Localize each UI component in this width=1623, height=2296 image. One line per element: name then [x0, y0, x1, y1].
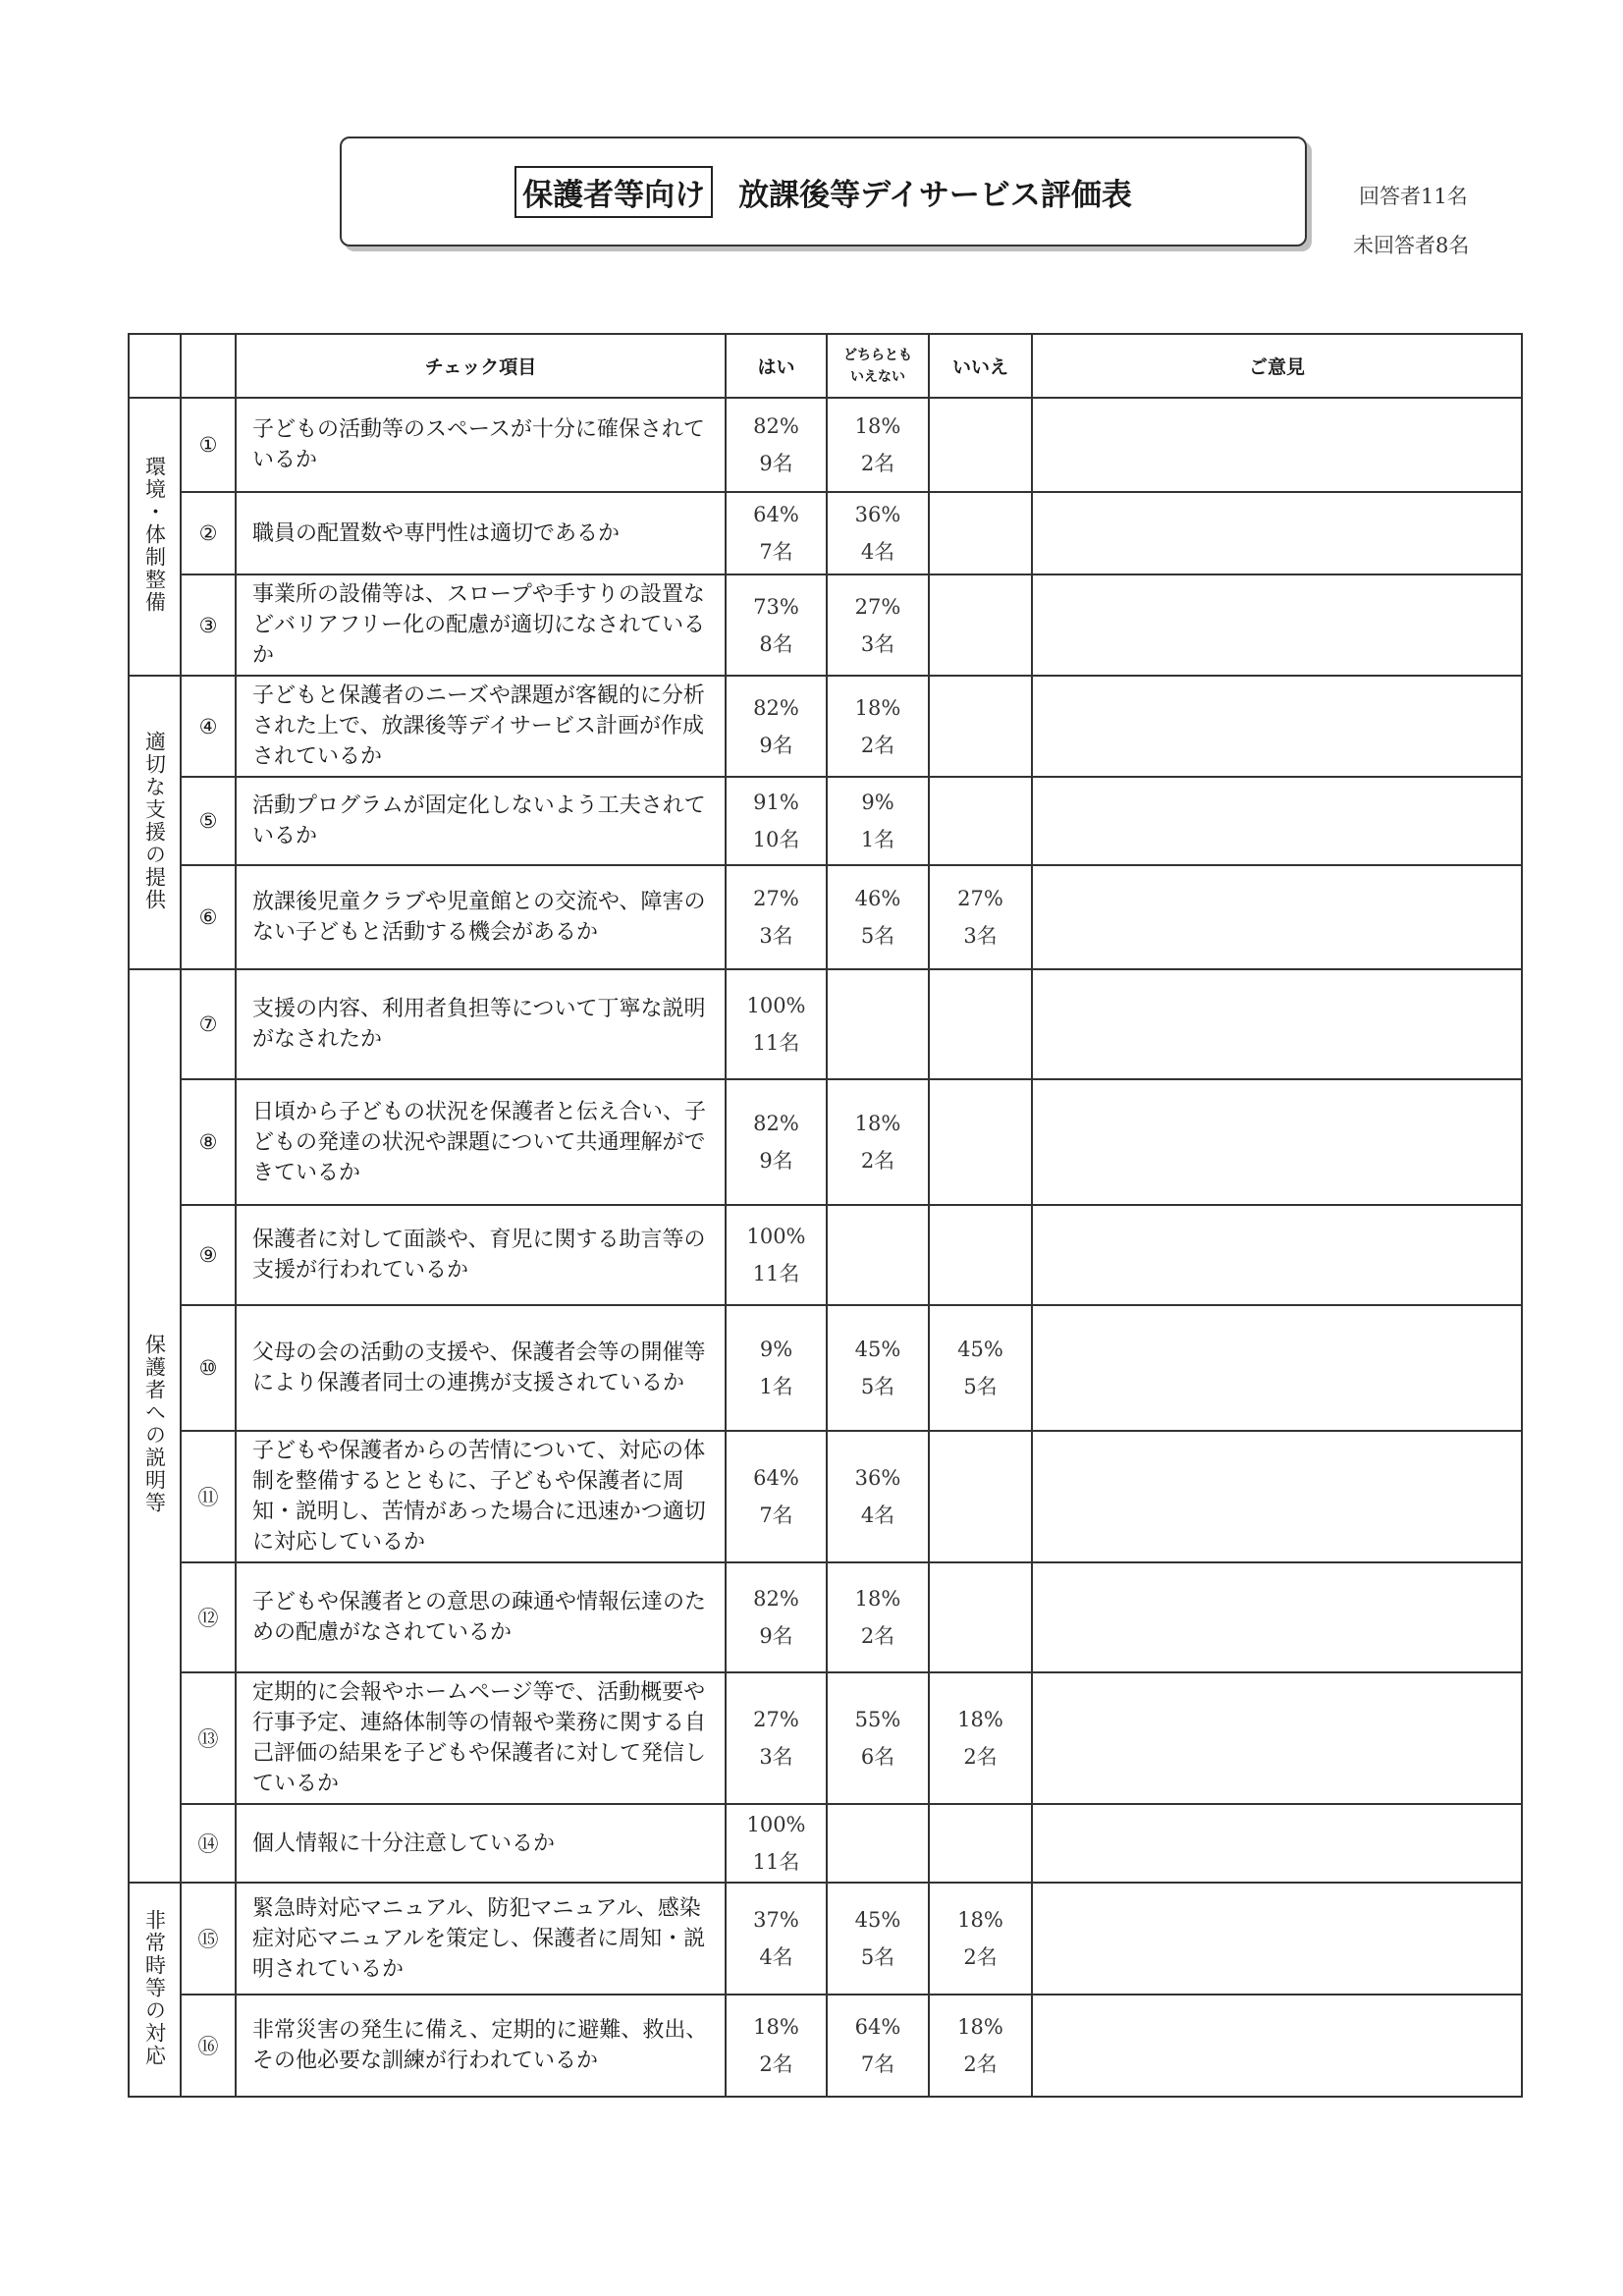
yes-result-cell [726, 1995, 827, 2097]
category-cell [129, 1883, 181, 2097]
table-body [129, 398, 1522, 2097]
yes-percent: 82% [753, 1587, 799, 1611]
neither-result-cell [827, 969, 929, 1079]
yes-count: 11名 [752, 1262, 800, 1285]
yes-result-cell [726, 1804, 827, 1883]
header-yes: はい [726, 334, 827, 398]
yes-percent: 82% [753, 695, 799, 720]
yes-result-cell [726, 1305, 827, 1431]
item-number: ⑦ [181, 969, 236, 1079]
no-count: 5名 [963, 1375, 998, 1398]
opinion-cell [1032, 1672, 1522, 1804]
yes-percent: 37% [753, 1908, 799, 1932]
yes-count: 7名 [759, 1503, 793, 1527]
respondent-count: 回答者11名 [1359, 185, 1468, 208]
non-respondent-count: 未回答者8名 [1353, 234, 1470, 257]
item-number: ⑤ [181, 777, 236, 865]
check-item-text: 子どもや保護者からの苦情について、対応の体制を整備するとともに、子どもや保護者に周知・説明し、苦情があった場合に迅速かつ適切に対応しているか [236, 1431, 726, 1562]
yes-percent: 100% [746, 1813, 806, 1836]
yes-result-cell [726, 492, 827, 574]
neither-result-cell [827, 492, 929, 574]
neither-count: 2名 [860, 1624, 895, 1648]
neither-count: 4名 [860, 1503, 895, 1527]
opinion-cell [1032, 1995, 1522, 2097]
yes-count: 8名 [759, 631, 793, 656]
yes-percent: 27% [753, 887, 799, 910]
opinion-cell [1032, 1205, 1522, 1305]
check-item-text: 支援の内容、利用者負担等について丁寧な説明がなされたか [236, 969, 726, 1079]
table-row [129, 1995, 1522, 2097]
table-row [129, 574, 1522, 676]
yes-result-cell [726, 574, 827, 676]
check-item-text: 父母の会の活動の支援や、保護者会等の開催等により保護者同士の連携が支援されているか [236, 1305, 726, 1431]
neither-count: 5名 [860, 1945, 895, 1969]
check-item-text: 非常災害の発生に備え、定期的に避難、救出、その他必要な訓練が行われているか [236, 1995, 726, 2097]
check-item-text: 緊急時対応マニュアル、防犯マニュアル、感染症対応マニュアルを策定し、保護者に周知・説明されているか [236, 1883, 726, 1995]
neither-result-cell [827, 1672, 929, 1804]
yes-result-cell [726, 1431, 827, 1562]
neither-result-cell [827, 1995, 929, 2097]
yes-percent: 82% [753, 1112, 799, 1135]
yes-count: 9名 [759, 1149, 793, 1173]
table-row [129, 969, 1522, 1079]
yes-result-cell [726, 676, 827, 777]
yes-count: 9名 [759, 1624, 793, 1648]
no-result-cell [929, 1562, 1032, 1672]
yes-result-cell [726, 398, 827, 492]
item-number: ⑧ [181, 1079, 236, 1205]
no-result-cell [929, 398, 1032, 492]
no-result-cell [929, 1804, 1032, 1883]
check-item-text: 子どもの活動等のスペースが十分に確保されているか [236, 398, 726, 492]
neither-count: 3名 [860, 631, 895, 656]
neither-percent: 18% [854, 1112, 901, 1135]
no-result-cell [929, 865, 1032, 969]
table-row [129, 1079, 1522, 1205]
table-header-row [129, 334, 1522, 398]
no-count: 2名 [963, 1745, 998, 1769]
neither-percent: 9% [861, 791, 894, 814]
yes-percent: 27% [753, 1708, 799, 1731]
title-box [340, 137, 1307, 246]
neither-percent: 46% [854, 887, 901, 910]
yes-percent: 18% [753, 2015, 799, 2039]
neither-count: 4名 [860, 540, 895, 564]
neither-percent: 36% [854, 503, 901, 526]
neither-result-cell [827, 777, 929, 865]
table-row [129, 492, 1522, 574]
opinion-cell [1032, 1079, 1522, 1205]
table-row [129, 1804, 1522, 1883]
yes-percent: 64% [753, 503, 799, 526]
category-cell [129, 398, 181, 676]
item-number: ⑯ [181, 1995, 236, 2097]
item-number: ⑮ [181, 1883, 236, 1995]
no-result-cell [929, 1079, 1032, 1205]
category-label: 非常時等の対応 [142, 1908, 167, 2067]
neither-percent: 64% [854, 2015, 901, 2039]
header-blank-number [181, 334, 236, 398]
no-count: 3名 [963, 924, 998, 948]
table-row [129, 1883, 1522, 1995]
yes-count: 2名 [759, 2052, 793, 2076]
table-row [129, 777, 1522, 865]
opinion-cell [1032, 1883, 1522, 1995]
yes-count: 11名 [752, 1850, 800, 1874]
opinion-cell [1032, 398, 1522, 492]
category-cell [129, 969, 181, 1883]
header-no: いいえ [929, 334, 1032, 398]
check-item-text: 個人情報に十分注意しているか [236, 1804, 726, 1883]
neither-count: 5名 [860, 924, 895, 948]
yes-count: 4名 [759, 1945, 793, 1969]
evaluation-table [128, 333, 1523, 2098]
opinion-cell [1032, 1562, 1522, 1672]
yes-result-cell [726, 969, 827, 1079]
yes-result-cell [726, 1079, 827, 1205]
yes-count: 10名 [752, 828, 800, 851]
neither-count: 2名 [860, 733, 895, 757]
neither-percent: 55% [854, 1708, 901, 1731]
neither-count: 6名 [860, 1745, 895, 1769]
neither-result-cell [827, 574, 929, 676]
yes-result-cell [726, 1883, 827, 1995]
table-row [129, 1672, 1522, 1804]
opinion-cell [1032, 676, 1522, 777]
neither-result-cell [827, 1883, 929, 1995]
neither-count: 5名 [860, 1375, 895, 1398]
neither-result-cell [827, 865, 929, 969]
neither-count: 2名 [860, 1149, 895, 1173]
no-percent: 18% [957, 1708, 1003, 1731]
table-row [129, 1205, 1522, 1305]
no-percent: 18% [957, 1908, 1003, 1932]
category-label: 環境・体制整備 [142, 456, 167, 614]
category-cell [129, 676, 181, 969]
yes-count: 1名 [759, 1375, 793, 1398]
neither-result-cell [827, 1205, 929, 1305]
table-row [129, 1562, 1522, 1672]
item-number: ⑩ [181, 1305, 236, 1431]
yes-percent: 9% [759, 1338, 793, 1361]
title-prefix: 保護者等向け [514, 166, 713, 218]
opinion-cell [1032, 1431, 1522, 1562]
yes-count: 11名 [752, 1031, 800, 1055]
yes-percent: 91% [753, 791, 799, 814]
header-neither-line2: いえない [850, 368, 905, 385]
opinion-cell [1032, 969, 1522, 1079]
item-number: ① [181, 398, 236, 492]
no-result-cell [929, 676, 1032, 777]
yes-percent: 100% [746, 994, 806, 1017]
no-percent: 18% [957, 2015, 1003, 2039]
item-number: ② [181, 492, 236, 574]
neither-count: 7名 [860, 2052, 895, 2076]
yes-result-cell [726, 1562, 827, 1672]
opinion-cell [1032, 777, 1522, 865]
table-row [129, 398, 1522, 492]
yes-percent: 100% [746, 1225, 806, 1248]
check-item-text: 定期的に会報やホームページ等で、活動概要や行事予定、連絡体制等の情報や業務に関する自己評価の結果を子どもや保護者に対して発信しているか [236, 1672, 726, 1804]
no-result-cell [929, 969, 1032, 1079]
neither-result-cell [827, 1079, 929, 1205]
check-item-text: 職員の配置数や専門性は適切であるか [236, 492, 726, 574]
yes-result-cell [726, 1205, 827, 1305]
neither-percent: 18% [854, 414, 901, 438]
item-number: ⑭ [181, 1804, 236, 1883]
neither-result-cell [827, 398, 929, 492]
neither-percent: 36% [854, 1466, 901, 1490]
no-percent: 45% [957, 1338, 1003, 1361]
yes-percent: 64% [753, 1466, 799, 1490]
item-number: ⑬ [181, 1672, 236, 1804]
item-number: ⑨ [181, 1205, 236, 1305]
no-percent: 27% [957, 887, 1003, 910]
yes-result-cell [726, 1672, 827, 1804]
no-count: 2名 [963, 2052, 998, 2076]
yes-count: 7名 [759, 540, 793, 564]
check-item-text: 子どもや保護者との意思の疎通や情報伝達のための配慮がなされているか [236, 1562, 726, 1672]
check-item-text: 保護者に対して面談や、育児に関する助言等の支援が行われているか [236, 1205, 726, 1305]
yes-result-cell [726, 865, 827, 969]
neither-percent: 45% [854, 1908, 901, 1932]
neither-result-cell [827, 1305, 929, 1431]
no-result-cell [929, 492, 1032, 574]
header-neither [827, 334, 929, 398]
neither-count: 1名 [860, 828, 895, 851]
neither-result-cell [827, 1804, 929, 1883]
table-row [129, 1431, 1522, 1562]
table-row [129, 865, 1522, 969]
yes-count: 3名 [759, 1745, 793, 1769]
neither-result-cell [827, 1431, 929, 1562]
neither-result-cell [827, 676, 929, 777]
header-blank-category [129, 334, 181, 398]
no-result-cell [929, 1305, 1032, 1431]
yes-count: 9名 [759, 733, 793, 757]
yes-percent: 82% [753, 414, 799, 438]
opinion-cell [1032, 1804, 1522, 1883]
no-result-cell [929, 1672, 1032, 1804]
check-item-text: 活動プログラムが固定化しないよう工夫されているか [236, 777, 726, 865]
yes-count: 9名 [759, 452, 793, 475]
table-row [129, 676, 1522, 777]
item-number: ⑪ [181, 1431, 236, 1562]
no-result-cell [929, 1883, 1032, 1995]
no-result-cell [929, 1995, 1032, 2097]
header-opinion: ご意見 [1032, 334, 1522, 398]
neither-percent: 27% [854, 594, 901, 619]
opinion-cell [1032, 1305, 1522, 1431]
yes-result-cell [726, 777, 827, 865]
table-row [129, 1305, 1522, 1431]
no-result-cell [929, 777, 1032, 865]
neither-result-cell [827, 1562, 929, 1672]
no-count: 2名 [963, 1945, 998, 1969]
header-check-item: チェック項目 [236, 334, 726, 398]
check-item-text: 事業所の設備等は、スロープや手すりの設置などバリアフリー化の配慮が適切になされているか [236, 574, 726, 676]
item-number: ⑫ [181, 1562, 236, 1672]
neither-percent: 45% [854, 1338, 901, 1361]
category-label: 保護者への説明等 [142, 1334, 167, 1514]
opinion-cell [1032, 492, 1522, 574]
no-result-cell [929, 1431, 1032, 1562]
check-item-text: 子どもと保護者のニーズや課題が客観的に分析された上で、放課後等デイサービス計画が作成されているか [236, 676, 726, 777]
header-neither-line1: どちらとも [843, 347, 912, 363]
no-result-cell [929, 1205, 1032, 1305]
neither-percent: 18% [854, 1587, 901, 1611]
opinion-cell [1032, 574, 1522, 676]
item-number: ③ [181, 574, 236, 676]
yes-count: 3名 [759, 924, 793, 948]
opinion-cell [1032, 865, 1522, 969]
check-item-text: 放課後児童クラブや児童館との交流や、障害のない子どもと活動する機会があるか [236, 865, 726, 969]
check-item-text: 日頃から子どもの状況を保護者と伝え合い、子どもの発達の状況や課題について共通理解ができているか [236, 1079, 726, 1205]
neither-count: 2名 [860, 452, 895, 475]
category-label: 適切な支援の提供 [142, 730, 167, 911]
page-title: 放課後等デイサービス評価表 [738, 177, 1132, 213]
neither-percent: 18% [854, 695, 901, 720]
item-number: ⑥ [181, 865, 236, 969]
yes-percent: 73% [753, 594, 799, 619]
no-result-cell [929, 574, 1032, 676]
item-number: ④ [181, 676, 236, 777]
